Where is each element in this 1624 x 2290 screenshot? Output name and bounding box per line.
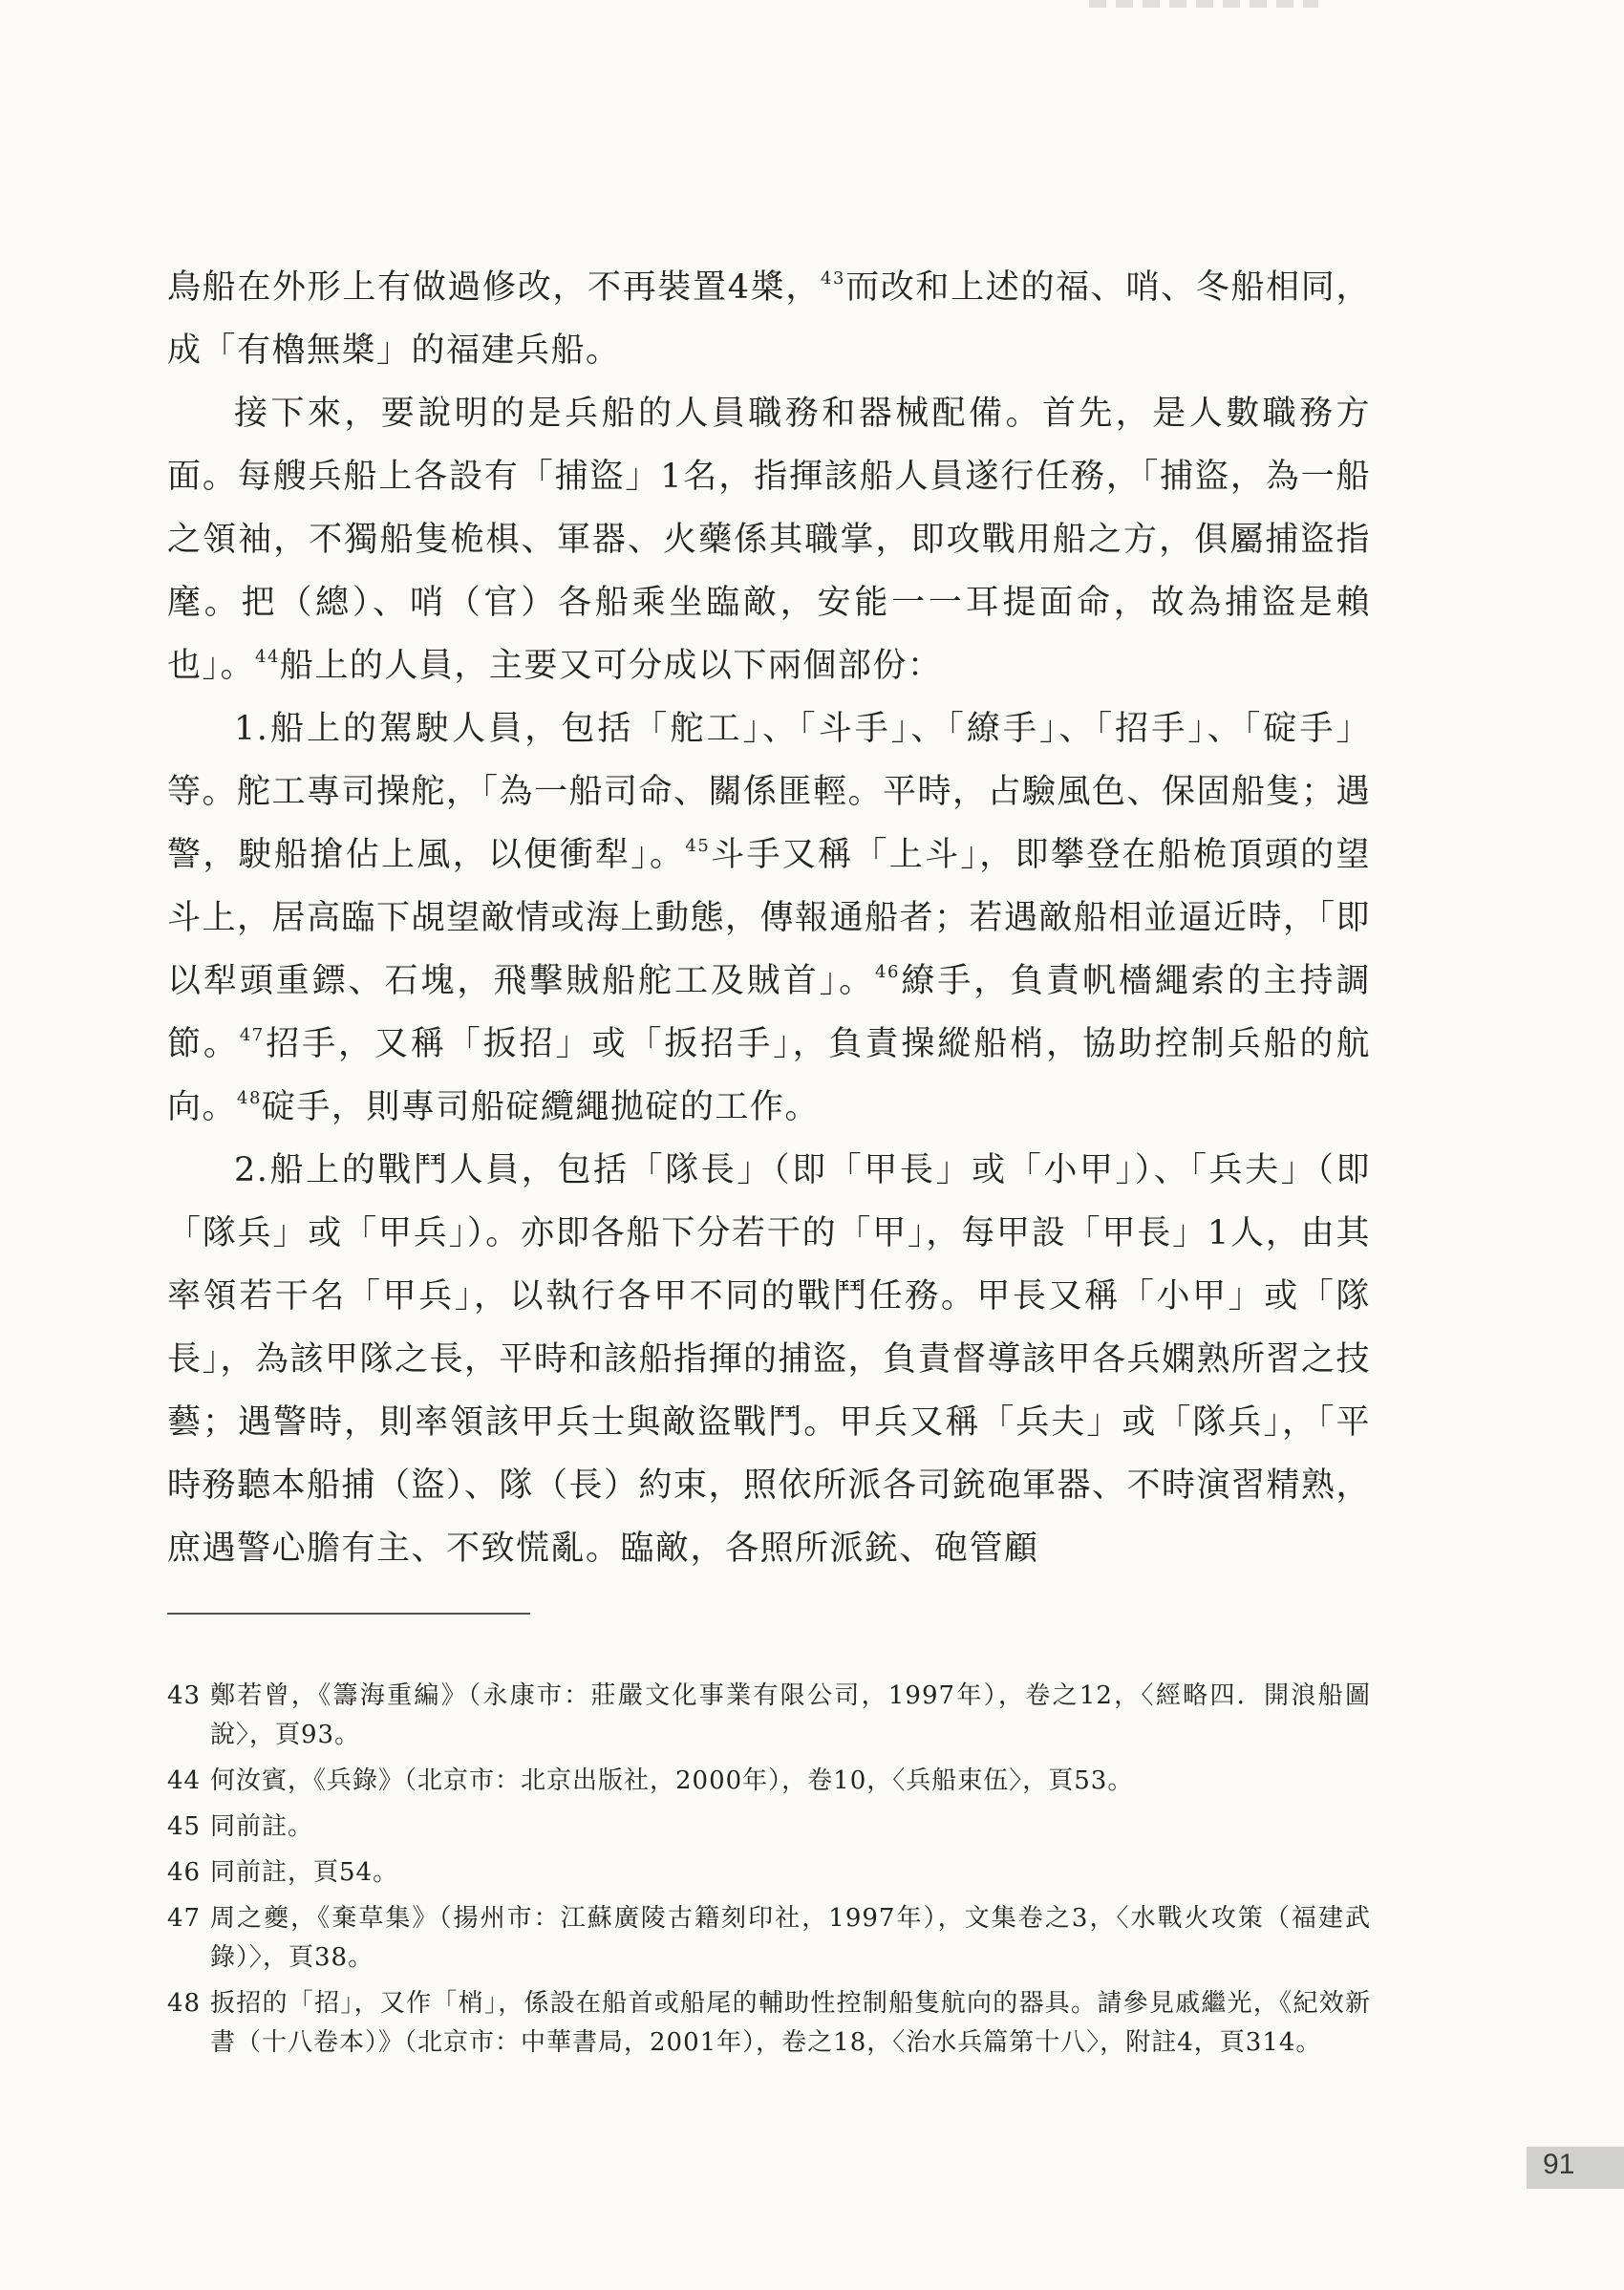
footnote-number: 47 [167,1904,202,1933]
footnote-text: 同前註，頁54。 [210,1858,399,1887]
footnote [167,1899,1371,1978]
footnote [167,1808,1371,1847]
footnote-number: 46 [167,1858,202,1887]
body-paragraph [167,1139,1371,1580]
footnote-number: 48 [167,1989,202,2018]
text-run: 招手，又稱「扳招」或「扳招手」，負責操縱船梢，協助控制兵船的航向。 [167,1025,1371,1126]
text-run: 鳥船在外形上有做過修改，不再裝置4槳， [167,268,822,307]
text-run: 斗手又稱「上斗」，即攀登在船桅頂頭的望斗上，居高臨下覘望敵情或海上動態，傳報通船者；若遇敵船相並逼近時，「即以犁頭重鏢、石塊，飛擊賊船舵工及賊首」。 [167,836,1372,1000]
footnote-text: 周之夔，《棄草集》（揚州市：江蘇廣陵古籍刻印社，1997年），文集卷之3，〈水戰火攻策（福建武錄）〉，頁38。 [210,1904,1371,1972]
footnote [167,1984,1371,2063]
text-run: 船上的人員，主要又可分成以下兩個部份： [279,647,943,685]
text-run: 碇手，則專司船碇纜繩拋碇的工作。 [261,1088,820,1126]
body-paragraph [167,256,1371,382]
footnote-text: 何汝賓，《兵錄》（北京市：北京出版社，2000年），卷10，〈兵船束伍〉，頁53。 [210,1766,1134,1795]
footnote-number: 45 [167,1812,202,1841]
footnote [167,1677,1371,1755]
footnote-ref: 46 [875,962,900,982]
footnote-ref: 48 [237,1088,262,1108]
text-run: 接下來，要說明的是兵船的人員職務和器械配備。首先，是人數職務方面。每艘兵船上各設有「捕盜」1名，指揮該船人員遂行任務，「捕盜，為一船之領袖，不獨船隻桅椇、軍器、火藥係其職掌，即攻戰用船之方，俱屬捕盜指麾。把（總）、哨（官）各船乘坐臨敵，安能一一耳提面命，故為捕盜是賴也」。 [167,395,1371,685]
page-number: 91 [1543,2149,1575,2180]
text-run: 1.船上的駕駛人員，包括「舵工」、「斗手」、「繚手」、「招手」、「碇手」等。舵工專司操舵，「為一船司命、關係匪輕。平時，占驗風色、保固船隻；遇警，駛船搶佔上風，以便衝犁」。 [167,710,1372,874]
text-run: 而改和上述的福、哨、冬船相同，成「有櫓無槳」的福建兵船。 [167,268,1371,370]
scan-edge-mark [1089,0,1318,8]
body-paragraph [167,697,1371,1139]
footnote-text: 鄭若曾，《籌海重編》（永康市：莊嚴文化事業有限公司，1997年），卷之12，〈經略四．開浪船圖說〉，頁93。 [210,1681,1371,1749]
footnote-text: 扳招的「招」，又作「梢」，係設在船首或船尾的輔助性控制船隻航向的器具。請參見戚繼光，《紀效新書（十八卷本）》（北京市：中華書局，2001年），卷之18，〈治水兵篇第十八〉，附註4，頁314。 [210,1989,1371,2057]
text-run: 繚手，負責帆檣繩索的主持調節。 [167,962,1371,1063]
footnote [167,1762,1371,1801]
footnote-ref: 43 [821,268,845,289]
footnote-ref: 45 [685,836,711,856]
footnote [167,1853,1371,1893]
footnote-number: 44 [167,1766,202,1795]
footnote-number: 43 [167,1681,202,1710]
footnote-text: 同前註。 [210,1812,314,1841]
footnotes [167,1677,1371,2069]
text-run: 2.船上的戰鬥人員，包括「隊長」（即「甲長」或「小甲」）、「兵夫」（即「隊兵」或「甲兵」）。亦即各船下分若干的「甲」，每甲設「甲長」1人，由其率領若干名「甲兵」，以執行各甲不同的戰鬥任務。甲長又稱「小甲」或「隊長」，為該甲隊之長，平時和該船指揮的捕盜，負責督導該甲各兵嫻熟所習之技藝；遇警時，則率領該甲兵士與敵盜戰鬥。甲兵又稱「兵夫」或「隊兵」，「平時務聽本船捕（盜）、隊（長）約束，照依所派各司銃砲軍器、不時演習精熟，庶遇警心膽有主、不致慌亂。臨敵，各照所派銃、砲管顧 [167,1151,1372,1568]
footnote-ref: 44 [255,647,280,667]
body-paragraph [167,382,1371,697]
footnote-ref: 47 [239,1025,265,1045]
footnote-divider [167,1613,530,1615]
body-text [167,256,1371,1580]
